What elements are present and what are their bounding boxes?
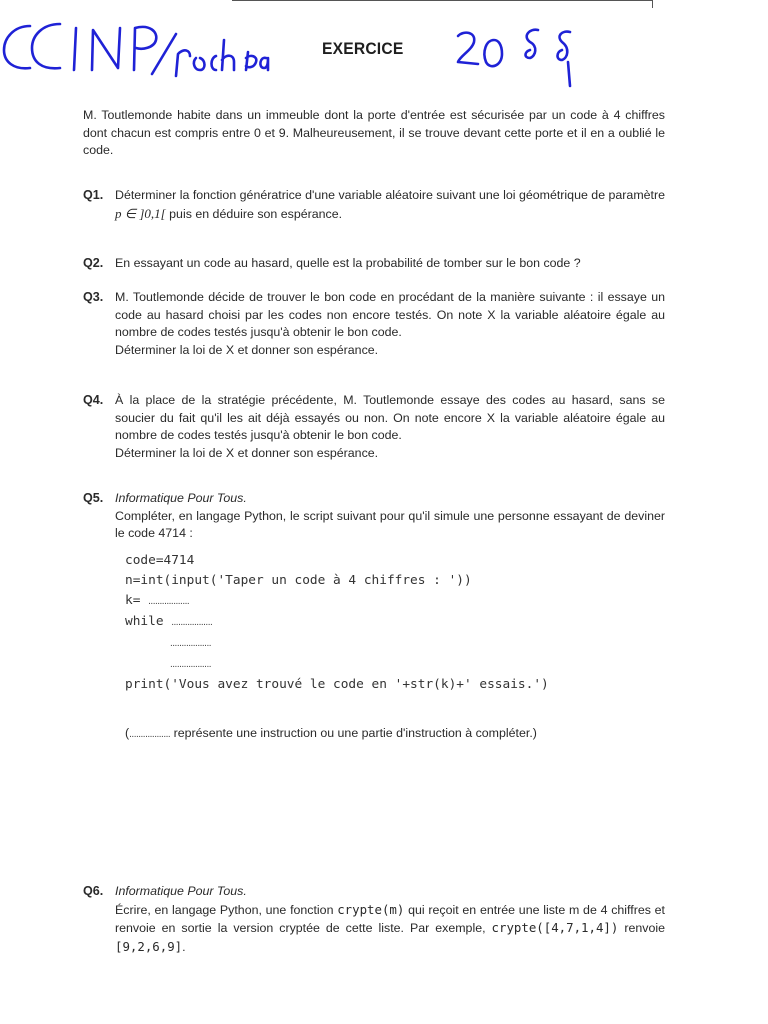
handwritten-header-left — [0, 18, 270, 80]
question-3 — [83, 289, 665, 359]
question-number: Q5. — [83, 491, 104, 505]
question-subtitle: Informatique Pour Tous. — [115, 491, 247, 505]
code-line: n=int(input('Taper un code à 4 chiffres : ')) — [125, 573, 472, 588]
blank-placeholder: .................. — [171, 617, 213, 628]
question-number: Q2. — [83, 256, 104, 270]
code-line: k= .................. — [125, 593, 190, 608]
question-text: À la place de la stratégie précédente, M. Toutlemonde essaye des codes au hasard, sans se soucier du fait qu'il les ait déjà essayés ou non. On note encore X la variable aléatoire égale au nombre de codes testés jusqu'à obtenir le bon code. — [115, 393, 665, 442]
question-number: Q3. — [83, 290, 104, 304]
code-line: while .................. — [125, 614, 213, 629]
question-5 — [83, 490, 665, 543]
question-6 — [83, 883, 665, 956]
blank-placeholder: .................. — [170, 659, 212, 670]
blank-placeholder: .................. — [148, 596, 190, 607]
blank-placeholder: .................. — [129, 729, 171, 740]
question-text: Écrire, en langage Python, une fonction crypte(m) qui reçoit en entrée une liste m de 4 chiffres et renvoie en sortie la version cryptée de cette liste. Par exemple, crypte([4,7,1,4]) renvoie [9,2,6,9]. — [115, 901, 665, 954]
math-parameter: p ∈ ]0,1[ — [115, 205, 166, 221]
question-text: Déterminer la fonction génératrice d'une variable aléatoire suivant une loi géométrique de paramètre p ∈ ]0,1[ puis en déduire son espérance. — [115, 188, 665, 221]
exercise-title: EXERCICE — [322, 39, 404, 58]
example-result: [9,2,6,9] — [115, 938, 183, 954]
example-call: crypte([4,7,1,4]) — [491, 920, 619, 935]
handwritten-header-right — [450, 26, 590, 92]
question-text: M. Toutlemonde décide de trouver le bon code en procédant de la manière suivante : il essaye un code au hasard choisi par les codes non encore testés. On note X la variable aléatoire égale au nombre de codes testés jusqu'à obtenir le bon code. — [115, 290, 665, 339]
question-task: Déterminer la loi de X et donner son espérance. — [115, 445, 379, 460]
top-rule-tick — [652, 0, 653, 8]
python-script — [125, 551, 625, 695]
question-text: En essayant un code au hasard, quelle est la probabilité de tomber sur le bon code ? — [115, 256, 581, 270]
blank-placeholder: .................. — [170, 638, 212, 649]
question-4 — [83, 392, 665, 462]
code-line: code=4714 — [125, 553, 195, 568]
blank-legend: (.................. représente une instruction ou une partie d'instruction à compléter.) — [125, 726, 537, 740]
function-signature: crypte(m) — [337, 901, 405, 917]
question-subtitle: Informatique Pour Tous. — [115, 884, 247, 898]
code-line: print('Vous avez trouvé le code en '+str(k)+' essais.') — [125, 677, 549, 692]
question-number: Q1. — [83, 188, 104, 202]
question-number: Q6. — [83, 884, 104, 898]
top-rule — [232, 0, 652, 1]
question-number: Q4. — [83, 393, 104, 407]
question-text: Compléter, en langage Python, le script suivant pour qu'il simule une personne essayant de deviner le code 4714 : — [115, 508, 665, 540]
question-2 — [83, 255, 665, 273]
code-line — [125, 633, 625, 654]
intro-paragraph: M. Toutlemonde habite dans un immeuble dont la porte d'entrée est sécurisée par un code à 4 chiffres dont chacun est compris entre 0 et 9. Malheureusement, il se trouve devant cette porte et il en a oublié le code. — [83, 108, 665, 157]
code-line — [125, 654, 625, 675]
question-task: Déterminer la loi de X et donner son espérance. — [115, 342, 379, 357]
question-1 — [83, 187, 665, 223]
